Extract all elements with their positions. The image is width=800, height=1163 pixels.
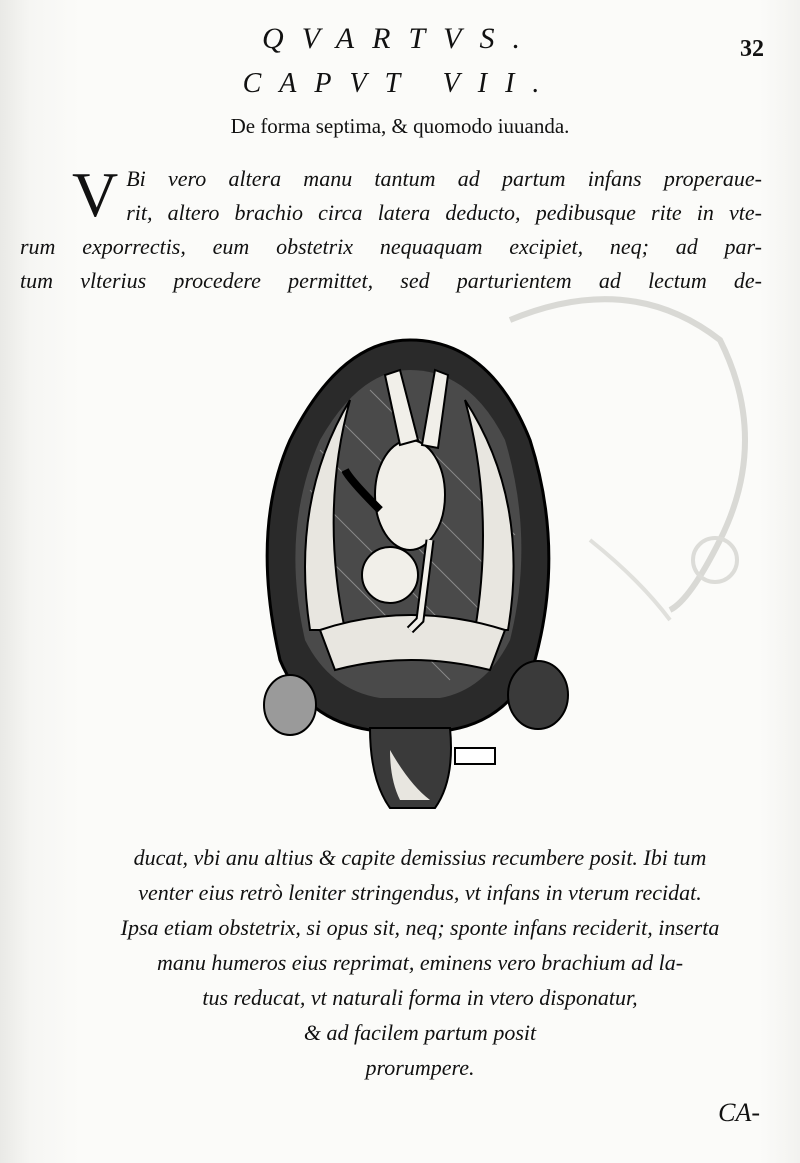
text-line: prorumpere. (365, 1055, 475, 1080)
catchword: CA- (718, 1098, 760, 1127)
text-line: rit, altero brachio circa latera deducto, pedibusque rite in vte- (126, 200, 762, 225)
text-line: Ipsa etiam obstetrix, si opus sit, neq; sponte infans reciderit, inserta (120, 915, 720, 940)
text-line: ducat, vbi anu altius & capite demissius recumbere posit. Ibi tum (133, 845, 707, 870)
chapter-subtitle: De forma septima, & quomodo iuuanda. (230, 114, 570, 138)
page-number: 32 (740, 36, 764, 62)
text-line: manu humeros eius reprimat, eminens vero brachium ad la- (156, 950, 684, 975)
text-line: venter eius retrò leniter stringendus, vt infans in vterum recidat. (138, 880, 702, 905)
text-line: tum vlterius procedere permittet, sed parturientem ad lectum de- (20, 268, 762, 293)
drop-cap: V (72, 159, 119, 230)
chapter-title: CAPVT VII. (242, 68, 558, 99)
text-line: Bi vero altera manu tantum ad partum infans properaue- (126, 166, 762, 191)
text-line: tus reducat, vt naturali forma in vtero disponatur, (202, 985, 638, 1010)
text-line: rum exporrectis, eum obstetrix nequaquam excipiet, neq; ad par- (20, 234, 762, 259)
paragraph-top (20, 159, 762, 298)
paragraph-bottom (60, 840, 780, 1085)
womb-woodcut-illustration (250, 330, 570, 830)
running-head: QVARTVS. (262, 22, 538, 55)
text-line: & ad facilem partum posit (303, 1020, 537, 1045)
